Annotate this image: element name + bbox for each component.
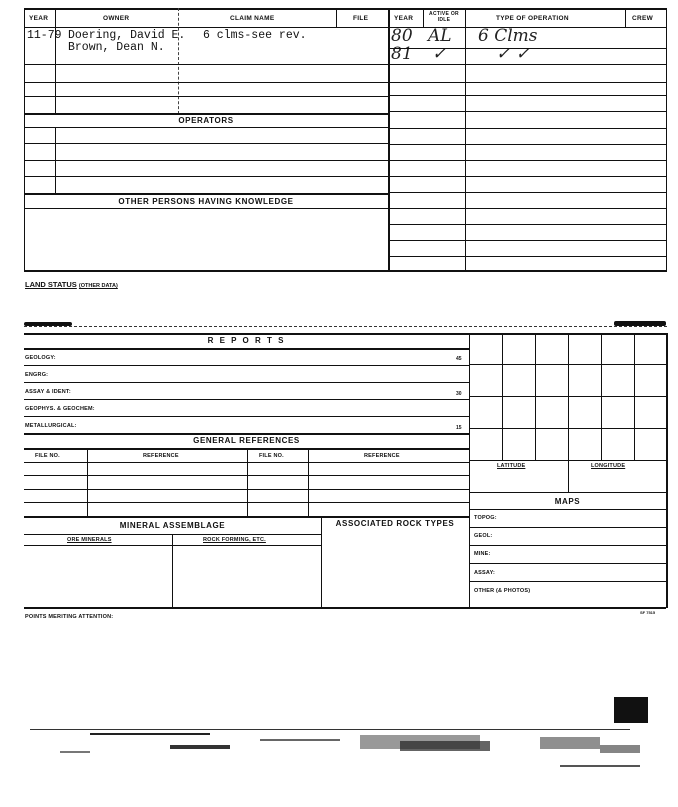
- report-metallurgical: METALLURGICAL:: [25, 423, 77, 429]
- report-engrg: ENGRG:: [25, 372, 49, 378]
- map-other: OTHER (& PHOTOS): [474, 588, 531, 594]
- ref-file-no-header: FILE NO.: [35, 453, 60, 459]
- header-year-2: YEAR: [394, 15, 414, 22]
- ref-file-no-header-2: FILE NO.: [259, 453, 284, 459]
- scan-artifact: [614, 321, 666, 326]
- scan-artifact: [614, 697, 648, 723]
- maps-title: MAPS: [554, 497, 581, 506]
- longitude-label: LONGITUDE: [591, 463, 626, 469]
- header-type-of-operation: TYPE OF OPERATION: [496, 15, 569, 22]
- associated-rock-types-title: ASSOCIATED ROCK TYPES: [335, 519, 455, 528]
- handwritten-status-1: AL: [428, 26, 452, 46]
- handwritten-type-1: 6 Clms: [478, 26, 538, 46]
- entry-owner-1: Doering, David E.: [68, 29, 186, 42]
- header-year: YEAR: [29, 15, 49, 22]
- entry-claim-name: 6 clms-see rev.: [203, 29, 307, 42]
- land-status-title: [25, 280, 118, 289]
- report-geology-num: 45: [456, 356, 462, 362]
- map-topog: TOPOG:: [474, 515, 497, 521]
- form-number: SF 7515: [640, 610, 656, 615]
- reports-title: R E P O R T S: [207, 336, 286, 345]
- scan-noise: [0, 725, 678, 785]
- header-active-or-idle: ACTIVE OR IDLE: [429, 11, 459, 23]
- land-status-label: LAND STATUS: [25, 280, 77, 289]
- header-file: FILE: [353, 15, 369, 22]
- report-assay: ASSAY & IDENT:: [25, 389, 71, 395]
- header-crew: CREW: [632, 15, 654, 22]
- map-mine: MINE:: [474, 551, 491, 557]
- report-geophys: GEOPHYS. & GEOCHEM:: [25, 406, 95, 412]
- handwritten-year-1: 80: [391, 26, 413, 46]
- rock-forming-header: ROCK FORMING, ETC.: [203, 537, 266, 543]
- ore-minerals-header: ORE MINERALS: [67, 537, 112, 543]
- land-status-note: (OTHER DATA): [78, 283, 118, 289]
- map-assay: ASSAY:: [474, 570, 496, 576]
- other-persons-title: OTHER PERSONS HAVING KNOWLEDGE: [118, 197, 294, 206]
- report-metallurgical-num: 15: [456, 425, 462, 431]
- report-geology: GEOLOGY:: [25, 355, 56, 361]
- handwritten-type-2: ✓ ✓: [496, 44, 530, 64]
- ref-reference-header: REFERENCE: [143, 453, 179, 459]
- handwritten-year-2: 81: [391, 44, 413, 64]
- points-meriting-title: POINTS MERITING ATTENTION:: [25, 614, 114, 620]
- header-owner: OWNER: [103, 15, 130, 22]
- operators-title: OPERATORS: [178, 116, 234, 125]
- handwritten-status-2: ✓: [432, 44, 447, 64]
- report-assay-num: 30: [456, 391, 462, 397]
- header-claim-name: CLAIM NAME: [230, 15, 275, 22]
- mineral-assemblage-title: MINERAL ASSEMBLAGE: [119, 521, 226, 530]
- map-geol: GEOL:: [474, 533, 493, 539]
- latitude-label: LATITUDE: [497, 463, 526, 469]
- entry-owner-2: Brown, Dean N.: [68, 41, 165, 54]
- entry-year: 11-79: [27, 29, 62, 42]
- scan-artifact: [24, 322, 72, 326]
- ref-reference-header-2: REFERENCE: [364, 453, 400, 459]
- general-references-title: GENERAL REFERENCES: [193, 436, 300, 445]
